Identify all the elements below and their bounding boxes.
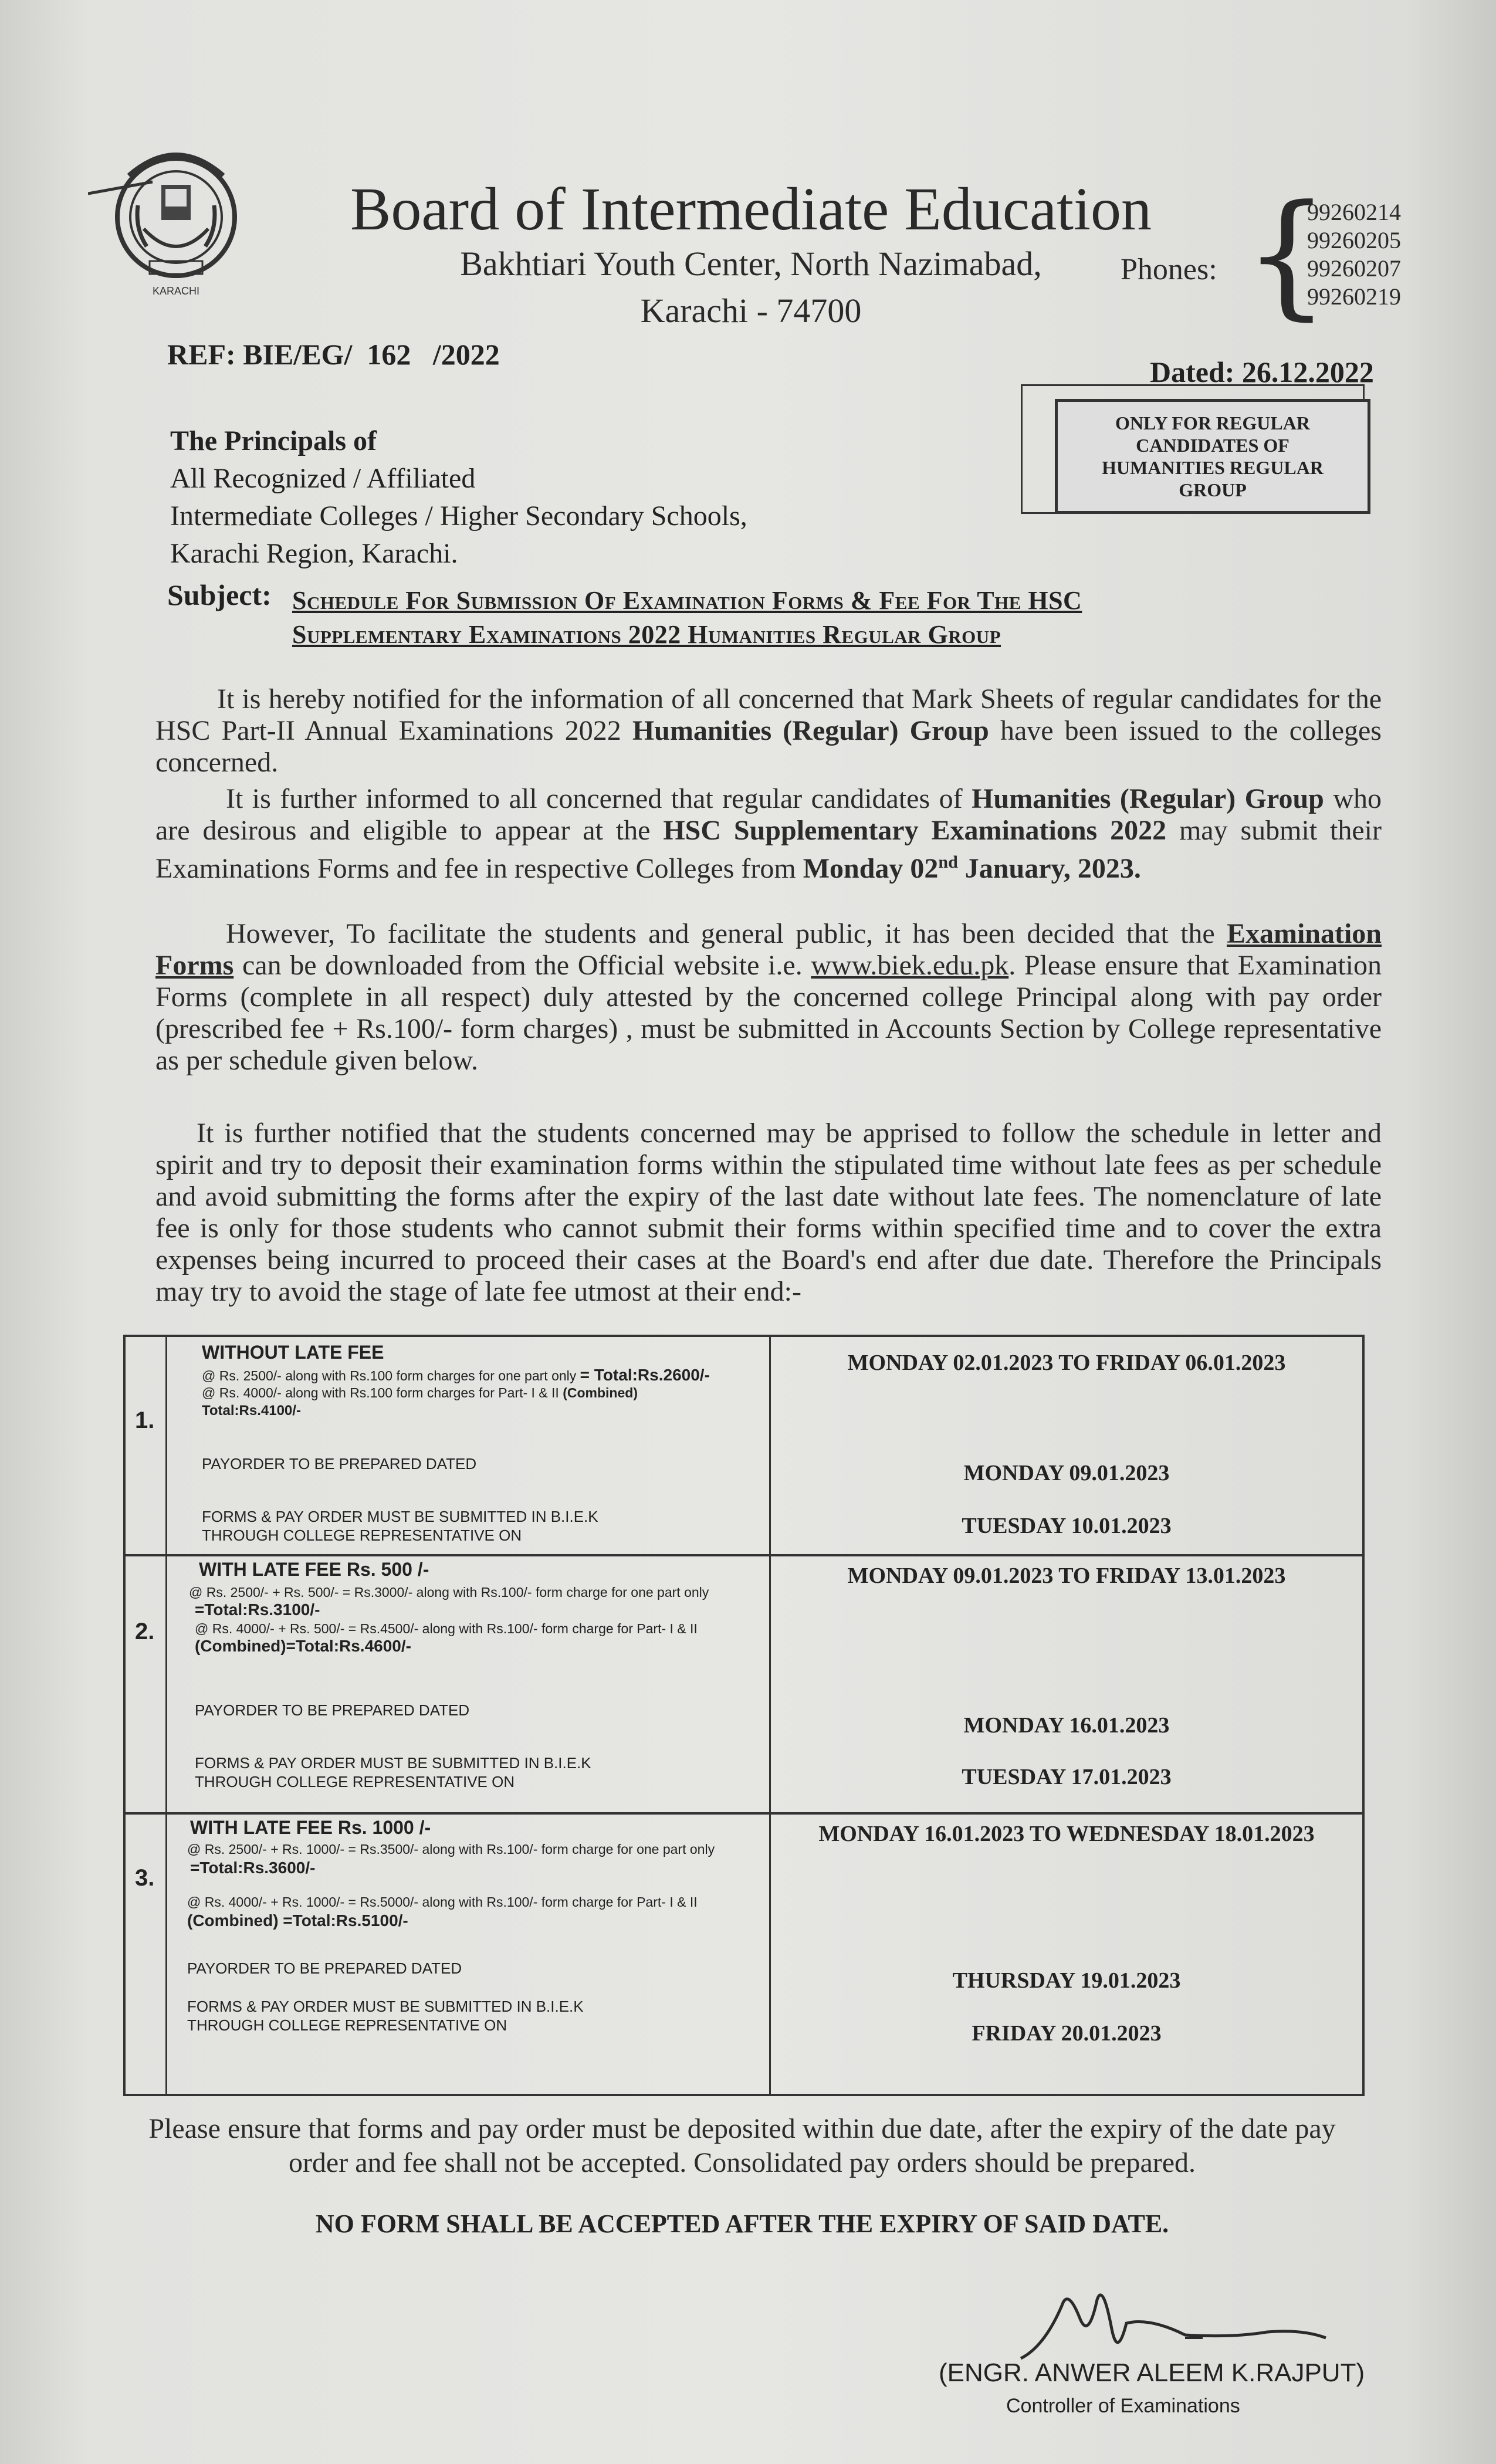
payorder-date: THURSDAY 19.01.2023 — [952, 1968, 1181, 1993]
fee-total: (Combined)=Total:Rs.4600/- — [195, 1637, 411, 1655]
submit-date: TUESDAY 17.01.2023 — [962, 1765, 1172, 1789]
addressee-line: Karachi Region, Karachi. — [170, 538, 458, 569]
fee-detail: @ Rs. 4000/- + Rs. 1000/- = Rs.5000/- along with Rs.100/- form charge for Part- I & II — [187, 1894, 698, 1910]
schedule-table — [123, 1335, 1365, 2096]
fee-detail — [190, 1859, 315, 1877]
fee-detail — [195, 1637, 411, 1656]
subject-line: Supplementary Examinations 2022 Humanities Regular Group — [292, 620, 1001, 649]
paragraph-4: It is further notified that the students concerned may be apprised to follow the schedule in letter and spirit and try to deposit their examination forms within the stipulated time without late fees as per schedule and avoid submitting the forms after the expiry of the last date without late fees. The nomenclature of late fee is only for those students who cannot submit their forms within specified time and to cover the extra expenses being incurred to proceed their cases at the Board's end after due date. Therefore the Principals may try to avoid the stage of late fee utmost at their end:- — [155, 1118, 1382, 1307]
table-divider — [126, 1554, 1362, 1556]
para-bold: January, 2023. — [957, 853, 1141, 884]
submit-label — [202, 1507, 598, 1545]
subject-line: Schedule For Submission Of Examination Forms & Fee For The HSC — [292, 586, 1082, 615]
fee-total: =Total:Rs.3100/- — [195, 1600, 320, 1619]
fee-combined: (Combined) — [563, 1385, 638, 1400]
addressee-line: Intermediate Colleges / Higher Secondary Schools, — [170, 500, 747, 532]
para-text: have been issued to the colleges concerned. — [155, 715, 1382, 778]
fee-text: @ Rs. 4000/- along with Rs.100 form charges for Part- I & II — [202, 1385, 563, 1400]
fee-detail — [202, 1366, 710, 1385]
notice-box — [1055, 399, 1370, 514]
subject-text — [292, 584, 1231, 652]
fee-category-title: WITH LATE FEE Rs. 1000 /- — [190, 1817, 431, 1838]
signatory-title: Controller of Examinations — [1006, 2395, 1240, 2417]
row-number: 2. — [135, 1619, 155, 1644]
paragraph-1 — [155, 683, 1382, 779]
para-text: can be downloaded from the Official website i.e. — [233, 950, 811, 981]
phone-numbers — [1307, 198, 1401, 311]
paragraph-3 — [155, 918, 1382, 1077]
period-date: MONDAY 02.01.2023 TO FRIDAY 06.01.2023 — [847, 1351, 1286, 1375]
submit-date: TUESDAY 10.01.2023 — [962, 1514, 1172, 1538]
warning-notice: NO FORM SHALL BE ACCEPTED AFTER THE EXPIRY OF SAID DATE. — [315, 2209, 1169, 2238]
phone-number: 99260214 — [1307, 199, 1401, 225]
board-address — [329, 241, 1173, 334]
row-number: 1. — [135, 1407, 155, 1433]
website-link[interactable]: www.biek.edu.pk — [811, 950, 1009, 981]
fee-total: Total:Rs.4100/- — [202, 1403, 301, 1419]
phone-number: 99260219 — [1307, 283, 1401, 310]
examination-forms-link[interactable]: Examination Forms — [155, 918, 1382, 981]
fee-detail: @ Rs. 2500/- + Rs. 1000/- = Rs.3500/- along with Rs.100/- form charge for one part only — [187, 1842, 715, 1857]
fee-text: @ Rs. 2500/- along with Rs.100 form charges for one part only — [202, 1368, 580, 1383]
para-text: may submit their Examinations Forms and fee in respective Colleges from — [155, 815, 1382, 884]
period-date: MONDAY 16.01.2023 TO WEDNESDAY 18.01.2023 — [818, 1822, 1315, 1846]
addressee-line: The Principals of — [170, 425, 377, 456]
payorder-label: PAYORDER TO BE PREPARED DATED — [195, 1701, 470, 1719]
para-bold: Humanities (Regular) Group — [632, 715, 989, 746]
fee-total: = Total:Rs.2600/- — [580, 1366, 710, 1384]
fee-detail — [195, 1601, 320, 1619]
fee-total: =Total:Rs.3600/- — [190, 1859, 316, 1877]
fee-total: (Combined) =Total:Rs.5100/- — [187, 1911, 408, 1930]
handwritten-signature — [1009, 2282, 1338, 2364]
para-bold: Monday 02 — [803, 853, 939, 884]
submit-text: FORMS & PAY ORDER MUST BE SUBMITTED IN B.I.E.K — [202, 1508, 598, 1525]
table-divider — [165, 1337, 167, 2094]
period-date: MONDAY 09.01.2023 TO FRIDAY 13.01.2023 — [847, 1563, 1286, 1588]
fee-detail — [202, 1384, 638, 1402]
notice-box-text: ONLY FOR REGULAR CANDIDATES OF HUMANITIES REGULAR GROUP — [1102, 412, 1324, 500]
submit-label — [187, 1997, 584, 2035]
fee-detail — [202, 1402, 301, 1420]
para-text: . Please ensure that Examination Forms (complete in all respect) duly attested by the concerned college Principal along with pay order (prescribed fee + Rs.100/- form charges) , must be submitted in Accounts Section by College representative as per schedule given below. — [155, 950, 1382, 1076]
para-bold: HSC Supplementary Examinations 2022 — [663, 815, 1167, 846]
board-seal-logo — [88, 141, 264, 305]
submit-text: FORMS & PAY ORDER MUST BE SUBMITTED IN B.I.E.K — [195, 1754, 591, 1772]
brace-glyph: { — [1244, 177, 1330, 333]
subject-label: Subject: — [167, 578, 272, 611]
payorder-label: PAYORDER TO BE PREPARED DATED — [202, 1455, 477, 1473]
submit-text: FORMS & PAY ORDER MUST BE SUBMITTED IN B.I.E.K — [187, 1998, 584, 2015]
phone-number: 99260207 — [1307, 255, 1401, 282]
closing-paragraph: Please ensure that forms and pay order must be deposited within due date, after the expiry of the date pay order and fee shall not be accepted. Consolidated pay orders should be prepared. — [148, 2113, 1336, 2178]
phone-number: 99260205 — [1307, 227, 1401, 253]
payorder-date: MONDAY 16.01.2023 — [963, 1713, 1170, 1738]
para-text: However, To facilitate the students and general public, it has been decided that the — [226, 918, 1227, 949]
reference-number: REF: BIE/EG/ 162 /2022 — [167, 338, 500, 371]
table-divider — [126, 1812, 1362, 1815]
row-number: 3. — [135, 1865, 155, 1891]
address-line-2: Karachi - 74700 — [640, 292, 862, 330]
svg-text:KARACHI: KARACHI — [152, 285, 200, 297]
addressee-line: All Recognized / Affiliated — [170, 463, 476, 494]
signatory-name: (ENGR. ANWER ALEEM K.RAJPUT) — [939, 2358, 1365, 2387]
submit-date: FRIDAY 20.01.2023 — [972, 2021, 1162, 2046]
para-text: It is further informed to all concerned that regular candidates of — [226, 783, 972, 814]
address-line-1: Bakhtiari Youth Center, North Nazimabad, — [460, 245, 1042, 283]
fee-detail: @ Rs. 2500/- + Rs. 500/- = Rs.3000/- along with Rs.100/- form charge for one part only — [189, 1585, 709, 1600]
submit-text: THROUGH COLLEGE REPRESENTATIVE ON — [202, 1527, 522, 1544]
para-text: It is hereby notified for the information of all concerned that Mark Sheets of regular candidates for the HSC Part-II Annual Examinations 2022 — [155, 683, 1382, 746]
paragraph-2 — [155, 783, 1382, 885]
fee-detail: @ Rs. 4000/- + Rs. 500/- = Rs.4500/- along with Rs.100/- form charge for Part- I & II — [195, 1621, 698, 1636]
para-bold: Humanities (Regular) Group — [972, 783, 1324, 814]
board-title: Board of Intermediate Education — [350, 175, 1152, 243]
submit-label — [195, 1754, 591, 1791]
fee-category-title: WITH LATE FEE Rs. 500 /- — [199, 1559, 429, 1580]
payorder-date: MONDAY 09.01.2023 — [963, 1461, 1170, 1485]
date: Dated: 26.12.2022 — [1150, 356, 1374, 388]
fee-category-title: WITHOUT LATE FEE — [202, 1342, 384, 1363]
addressee-block — [170, 422, 747, 573]
fee-detail — [187, 1912, 408, 1930]
submit-text: THROUGH COLLEGE REPRESENTATIVE ON — [187, 2016, 507, 2034]
para-text: who are desirous and eligible to appear at the — [155, 783, 1382, 846]
para-sup: nd — [938, 852, 958, 872]
submit-text: THROUGH COLLEGE REPRESENTATIVE ON — [195, 1773, 515, 1791]
phones-label: Phones: — [1121, 253, 1217, 286]
payorder-label: PAYORDER TO BE PREPARED DATED — [187, 1959, 462, 1977]
